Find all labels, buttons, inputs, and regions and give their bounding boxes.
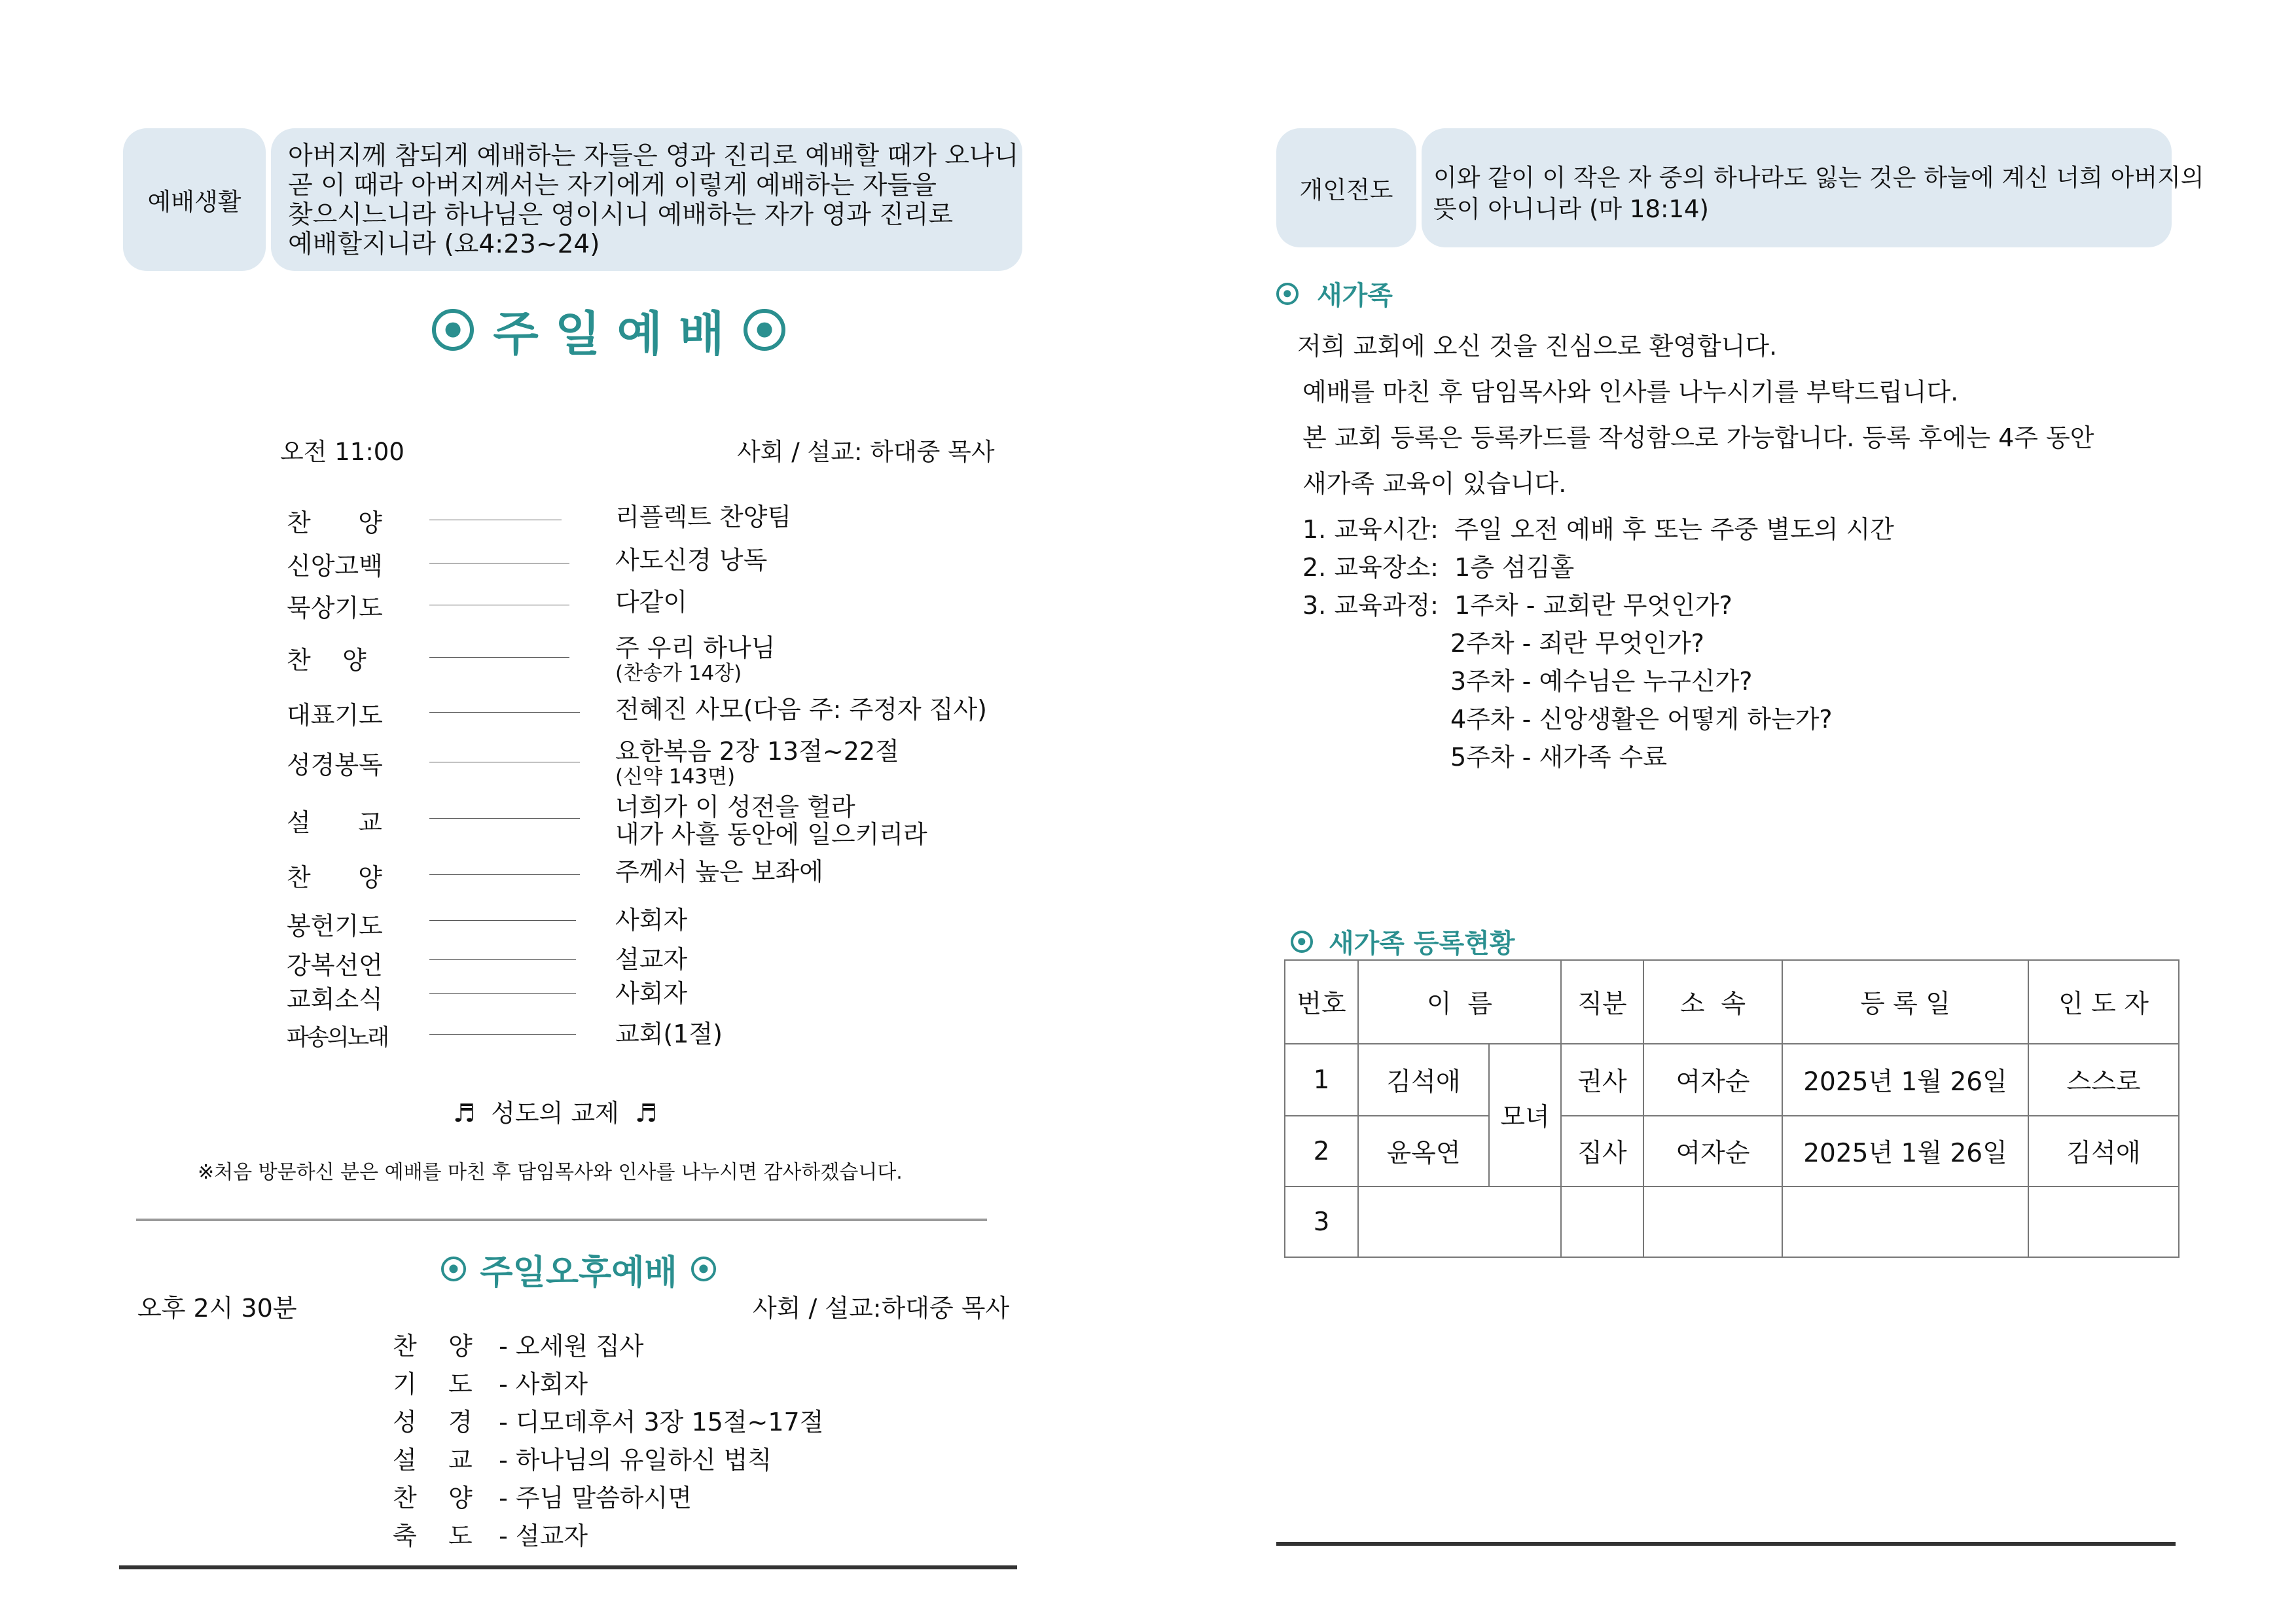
order-value: 설교자: [615, 945, 688, 974]
order-divider: [429, 1034, 576, 1035]
order-name: 찬 양: [287, 863, 382, 892]
afternoon-order-name: 찬 양: [393, 1484, 473, 1512]
afternoon-service-heading: [441, 1246, 716, 1292]
cell-date: [1782, 1186, 2028, 1257]
cell-name: 윤옥연: [1358, 1116, 1489, 1186]
order-value: 다같이: [615, 588, 688, 616]
verse-line: 찾으시느니라 하나님은 영이시니 예배하는 자가 영과 진리로: [288, 200, 954, 230]
sunday-service-heading: [432, 297, 785, 363]
registration-title: 새가족 등록현황: [1329, 929, 1515, 959]
order-name: 설 교: [287, 808, 382, 837]
order-name: 교회소식: [287, 985, 383, 1014]
verse-line: 아버지께 참되게 예배하는 자들은 영과 진리로 예배할 때가 오나니: [288, 141, 1019, 171]
afternoon-order-name: 기 도: [393, 1370, 473, 1399]
bottom-divider-left: [119, 1565, 1017, 1569]
order-value: 전혜진 사모(다음 주: 주정자 집사): [615, 695, 987, 724]
course-line: 2주차 - 죄란 무엇인가?: [1450, 629, 1704, 658]
order-name: 봉헌기도: [287, 912, 383, 940]
worship-life-label-box: [123, 128, 266, 271]
afternoon-order-row: [393, 1440, 772, 1476]
sunday-service-title: 주 일 예 배: [493, 306, 725, 361]
cell-group: 여자순: [1643, 1116, 1782, 1186]
cell-guide: [2028, 1186, 2179, 1257]
course-line: 5주차 - 새가족 수료: [1450, 743, 1668, 772]
afternoon-order-name: 축 도: [393, 1522, 473, 1550]
order-value: [615, 737, 899, 788]
afternoon-order-row: [393, 1402, 823, 1438]
afternoon-order-row: [393, 1364, 588, 1400]
cell-guide: 스스로: [2028, 1044, 2179, 1116]
afternoon-order-value: - 설교자: [499, 1522, 588, 1550]
table-row: [1285, 1186, 2179, 1257]
education-line: 3. 교육과정: 1주차 - 교회란 무엇인가?: [1302, 591, 1732, 620]
order-name: 파송의노래: [287, 1025, 388, 1051]
afternoon-service-leader: 사회 / 설교:하대중 목사: [753, 1294, 1010, 1323]
order-divider: [429, 959, 576, 960]
worship-life-label: 예배생활: [147, 188, 242, 216]
verse-line: 이와 같이 이 작은 자 중의 하나라도 잃는 것은 하늘에 계신 너희 아버지의: [1433, 164, 2204, 192]
order-value: [615, 633, 775, 685]
afternoon-order-value: - 사회자: [499, 1370, 588, 1399]
order-value: 사회자: [615, 979, 688, 1008]
bullet-circle-icon: [1291, 931, 1313, 953]
evangelism-verse-box: [1422, 128, 2204, 247]
order-name: 찬 양: [287, 508, 382, 537]
afternoon-order-row: [393, 1326, 644, 1362]
cell-group: [1643, 1186, 1782, 1257]
cell-no: 2: [1285, 1116, 1358, 1186]
order-divider: [429, 712, 580, 713]
course-line: 4주차 - 신앙생활은 어떻게 하는가?: [1450, 705, 1833, 734]
order-name: 대표기도: [287, 701, 383, 730]
new-family-line: 저희 교회에 오신 것을 진심으로 환영합니다.: [1297, 332, 1778, 361]
worship-life-verse-box: [271, 128, 1022, 271]
verse-line: 곧 이 때라 아버지께서는 자기에게 이렇게 예배하는 자들을: [288, 171, 937, 200]
cell-position: 집사: [1561, 1116, 1643, 1186]
cell-date: 2025년 1월 26일: [1782, 1044, 2028, 1116]
order-divider: [429, 657, 569, 658]
sunday-service-time: 오전 11:00: [280, 438, 404, 466]
afternoon-order-name: 찬 양: [393, 1332, 473, 1361]
afternoon-order-value: - 디모데후서 3장 15절~17절: [499, 1408, 824, 1436]
visitor-notice: ※처음 방문하신 분은 예배를 마친 후 담임목사와 인사를 나누시면 감사하겠습니다.: [198, 1161, 903, 1184]
cell-position: 권사: [1561, 1044, 1643, 1116]
cell-no: 3: [1285, 1186, 1358, 1257]
registration-table: [1284, 959, 2179, 1258]
header-cell: 번호: [1285, 960, 1358, 1044]
order-name: 찬 양: [287, 646, 367, 675]
new-family-line: 예배를 마친 후 담임목사와 인사를 나누시기를 부탁드립니다.: [1302, 378, 1959, 406]
evangelism-label: 개인전도: [1299, 176, 1393, 204]
bullet-circle-icon: [691, 1257, 716, 1281]
order-value: 사회자: [615, 906, 688, 935]
order-divider: [429, 874, 580, 875]
afternoon-order-value: - 하나님의 유일하신 법칙: [499, 1446, 772, 1474]
fellowship-line: ♬ 성도의 교제 ♬: [453, 1099, 658, 1128]
education-line: 2. 교육장소: 1층 섬김홀: [1302, 553, 1575, 582]
afternoon-order-value: - 주님 말씀하시면: [499, 1484, 692, 1512]
order-value: 주께서 높은 보좌에: [615, 857, 823, 886]
afternoon-order-row: [393, 1516, 588, 1552]
evangelism-label-box: [1276, 128, 1416, 247]
cell-relation: 모녀: [1489, 1044, 1561, 1186]
afternoon-order-name: 성 경: [393, 1408, 473, 1436]
table-header-row: [1285, 960, 2179, 1044]
cell-no: 1: [1285, 1044, 1358, 1116]
order-divider: [429, 920, 576, 921]
bullet-circle-icon: [1276, 283, 1299, 305]
new-family-line: 새가족 교육이 있습니다.: [1302, 469, 1567, 498]
table-row: [1285, 1116, 2179, 1186]
bullet-circle-icon: [744, 309, 785, 351]
order-value-sub: (찬송가 14장): [615, 662, 742, 685]
header-cell: 이 름: [1358, 960, 1561, 1044]
order-name: 성경봉독: [287, 751, 383, 779]
bullet-circle-icon: [432, 309, 474, 351]
afternoon-service-time: 오후 2시 30분: [137, 1294, 297, 1323]
order-value-line: 너희가 이 성전을 헐라: [615, 793, 855, 821]
new-family-heading: [1276, 275, 1393, 312]
order-divider: [429, 993, 576, 994]
bottom-divider-right: [1276, 1542, 2176, 1546]
header-cell: 직분: [1561, 960, 1643, 1044]
order-value: 교회(1절): [615, 1020, 723, 1048]
afternoon-order-row: [393, 1478, 692, 1514]
verse-line: 예배할지니라 (요4:23~24): [288, 230, 600, 259]
order-name: 신앙고백: [287, 552, 383, 580]
cell-group: 여자순: [1643, 1044, 1782, 1116]
education-line: 1. 교육시간: 주일 오전 예배 후 또는 주중 별도의 시간: [1302, 515, 1895, 544]
afternoon-service-title: 주일오후예배: [480, 1253, 677, 1293]
cell-name: [1358, 1186, 1561, 1257]
new-family-title: 새가족: [1317, 281, 1393, 311]
afternoon-order-name: 설 교: [393, 1446, 473, 1474]
order-value-line: 내가 사흘 동안에 일으키리라: [615, 820, 927, 849]
order-value: 리플렉트 찬양팀: [615, 503, 792, 531]
new-family-line: 본 교회 등록은 등록카드를 작성함으로 가능합니다. 등록 후에는 4주 동안: [1302, 423, 2094, 452]
order-name: 강복선언: [287, 951, 383, 980]
cell-guide: 김석애: [2028, 1116, 2179, 1186]
order-value-main: 주 우리 하나님: [615, 633, 776, 662]
registration-heading: [1291, 923, 1515, 960]
header-cell: 인 도 자: [2028, 960, 2179, 1044]
sunday-service-leader: 사회 / 설교: 하대중 목사: [737, 438, 995, 466]
header-cell: 등 록 일: [1782, 960, 2028, 1044]
afternoon-order-value: - 오세원 집사: [499, 1332, 644, 1361]
section-divider: [136, 1219, 987, 1221]
table-row: [1285, 1044, 2179, 1116]
order-name: 묵상기도: [287, 594, 383, 622]
order-value-main: 요한복음 2장 13절~22절: [615, 737, 899, 766]
cell-name: 김석애: [1358, 1044, 1489, 1116]
course-line: 3주차 - 예수님은 누구신가?: [1450, 667, 1753, 696]
bullet-circle-icon: [441, 1257, 466, 1281]
order-value: 사도신경 낭독: [615, 546, 768, 575]
cell-date: 2025년 1월 26일: [1782, 1116, 2028, 1186]
order-value: [615, 793, 927, 848]
order-divider: [429, 818, 580, 819]
order-value-sub: (신약 143면): [615, 765, 736, 789]
header-cell: 소 속: [1643, 960, 1782, 1044]
cell-position: [1561, 1186, 1643, 1257]
verse-line: 뜻이 아니니라 (마 18:14): [1433, 195, 1709, 223]
